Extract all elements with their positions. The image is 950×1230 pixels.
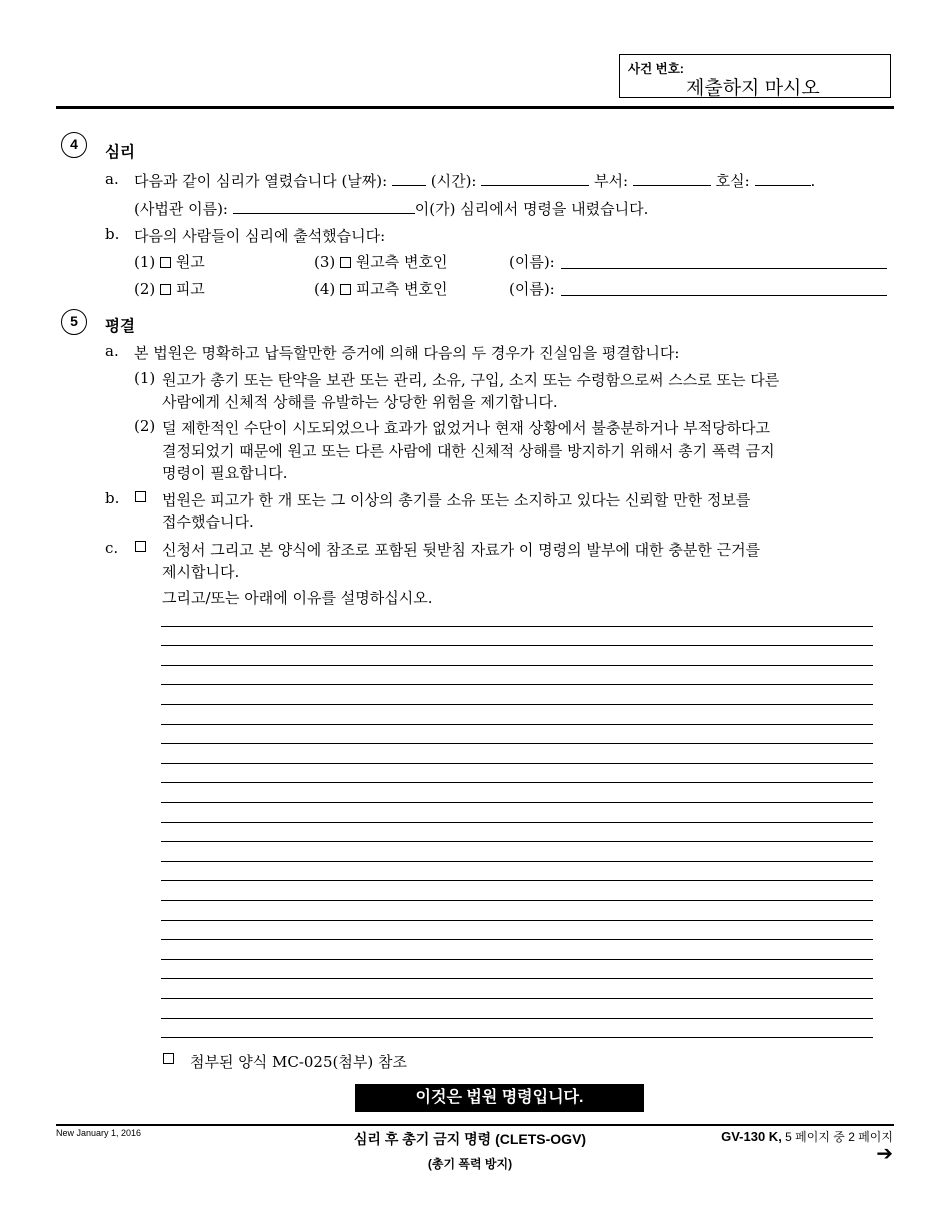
footer-form-id	[620, 1128, 893, 1145]
writing-line[interactable]	[161, 920, 873, 921]
attendee-label: 피고	[175, 280, 205, 298]
section-5-number: 5	[61, 309, 87, 335]
writing-line[interactable]	[161, 645, 873, 646]
attendee-plaintiff	[134, 251, 205, 272]
judge-name-label: (사법관 이름):	[134, 200, 228, 218]
footer-form-title: 심리 후 총기 금지 명령 (CLETS-OGV)	[353, 1131, 587, 1147]
hearing-room-field[interactable]	[755, 171, 811, 186]
section-5-title: 평결	[105, 318, 135, 335]
finding-2-line2: 결정되었기 때문에 원고 또는 다른 사람에 대한 신체적 상해를 방지하기 위해서 총기 폭력 금지	[162, 442, 775, 460]
finding-b-line1: 법원은 피고가 한 개 또는 그 이상의 총기를 소유 또는 소지하고 있다는 신뢰할 만한 정보를	[162, 491, 751, 509]
writing-line[interactable]	[161, 998, 873, 999]
section-5a-marker: a.	[105, 342, 119, 360]
section-4-number: 4	[61, 132, 87, 158]
plaintiff-attorney-checkbox[interactable]	[340, 257, 351, 268]
attendee-number: (3)	[314, 253, 336, 271]
footer-form-subtitle: (총기 폭력 방지)	[427, 1157, 513, 1171]
hearing-date-field[interactable]	[392, 171, 426, 186]
hearing-dept-label: 부서:	[594, 172, 629, 190]
respondent-checkbox[interactable]	[160, 284, 171, 295]
writing-line[interactable]	[161, 822, 873, 823]
finding-1-number: (1)	[134, 369, 156, 387]
attendee-label: 피고측 변호인	[355, 280, 448, 298]
finding-1-line2: 사람에게 신체적 상해를 유발하는 상당한 위험을 제기합니다.	[162, 393, 558, 411]
header-divider	[56, 106, 894, 109]
writing-line[interactable]	[161, 900, 873, 901]
footer-divider	[56, 1124, 894, 1126]
writing-line[interactable]	[161, 802, 873, 803]
section-4a-line1	[134, 170, 815, 191]
section-5b-marker: b.	[105, 489, 120, 507]
finding-2-number: (2)	[134, 417, 156, 435]
attendee-number: (4)	[314, 280, 336, 298]
next-page-arrow-icon: ➔	[876, 1143, 893, 1165]
writing-line[interactable]	[161, 880, 873, 881]
attendee-respondent	[134, 278, 205, 299]
finding-b-line2: 접수했습니다.	[162, 513, 254, 531]
writing-line[interactable]	[161, 626, 873, 627]
attachment-text: 첨부된 양식 MC-025(첨부) 참조	[190, 1053, 407, 1071]
writing-line[interactable]	[161, 1037, 873, 1038]
hearing-time-label: (시간):	[430, 172, 477, 190]
respondent-attorney-name-field[interactable]	[561, 295, 887, 296]
respondent-attorney-checkbox[interactable]	[340, 284, 351, 295]
hearing-date-label: 다음과 같이 심리가 열렸습니다 (날짜):	[134, 172, 388, 190]
finding-b-checkbox[interactable]	[135, 491, 146, 502]
attendee-respondent-attorney	[314, 278, 448, 299]
writing-line[interactable]	[161, 763, 873, 764]
attendee-plaintiff-attorney	[314, 251, 448, 272]
case-number-value: 제출하지 마시오	[686, 78, 820, 99]
writing-line[interactable]	[161, 704, 873, 705]
section-4a-line2	[134, 198, 648, 219]
section-5a-text: 본 법원은 명확하고 납득할만한 증거에 의해 다음의 두 경우가 진실임을 평결합니다:	[134, 344, 680, 362]
attendee-label: 원고측 변호인	[355, 253, 448, 271]
writing-line[interactable]	[161, 978, 873, 979]
hearing-room-label: 호실:	[715, 172, 750, 190]
hearing-line-end: .	[810, 172, 816, 190]
finding-2-line3: 명령이 필요합니다.	[162, 464, 288, 482]
attendee-number: (1)	[134, 253, 156, 271]
plaintiff-attorney-name-field[interactable]	[561, 268, 887, 269]
finding-c-line2: 제시합니다.	[162, 563, 240, 581]
form-number: GV-130 K,	[721, 1129, 782, 1144]
respondent-attorney-name-label: (이름):	[509, 280, 555, 298]
court-order-banner: 이것은 법원 명령입니다.	[355, 1084, 644, 1112]
case-number-label: 사건 번호:	[628, 62, 684, 76]
writing-line[interactable]	[161, 861, 873, 862]
finding-c-checkbox[interactable]	[135, 541, 146, 552]
finding-c-line1: 신청서 그리고 본 양식에 참조로 포함된 뒷받침 자료가 이 명령의 발부에 대한 충분한 근거를	[162, 541, 761, 559]
section-4b-text: 다음의 사람들이 심리에 출석했습니다:	[134, 227, 386, 245]
hearing-time-field[interactable]	[481, 171, 589, 186]
attendee-number: (2)	[134, 280, 156, 298]
section-5c-marker: c.	[105, 539, 119, 557]
page-info: 5 페이지 중 2 페이지	[785, 1130, 893, 1144]
judge-name-field[interactable]	[233, 199, 415, 214]
writing-line[interactable]	[161, 939, 873, 940]
plaintiff-attorney-name-label: (이름):	[509, 253, 555, 271]
judge-name-suffix: 이(가) 심리에서 명령을 내렸습니다.	[414, 200, 649, 218]
plaintiff-checkbox[interactable]	[160, 257, 171, 268]
writing-line[interactable]	[161, 724, 873, 725]
finding-2-line1: 덜 제한적인 수단이 시도되었으나 효과가 없었거나 현재 상황에서 불충분하거나 부적당하다고	[162, 419, 771, 437]
section-4b-marker: b.	[105, 225, 120, 243]
writing-line[interactable]	[161, 1018, 873, 1019]
writing-line[interactable]	[161, 959, 873, 960]
writing-line[interactable]	[161, 684, 873, 685]
writing-line[interactable]	[161, 743, 873, 744]
explanation-prompt: 그리고/또는 아래에 이유를 설명하십시오.	[162, 589, 433, 607]
hearing-dept-field[interactable]	[633, 171, 711, 186]
section-4-title: 심리	[105, 144, 135, 161]
writing-line[interactable]	[161, 665, 873, 666]
attachment-checkbox[interactable]	[163, 1053, 174, 1064]
attendee-label: 원고	[175, 253, 205, 271]
writing-line[interactable]	[161, 782, 873, 783]
footer-date: New January 1, 2016	[56, 1128, 142, 1138]
section-4a-marker: a.	[105, 170, 119, 188]
finding-1-line1: 원고가 총기 또는 탄약을 보관 또는 관리, 소유, 구입, 소지 또는 수령함으로써 스스로 또는 다른	[162, 371, 780, 389]
writing-line[interactable]	[161, 841, 873, 842]
case-number-box	[619, 54, 891, 98]
